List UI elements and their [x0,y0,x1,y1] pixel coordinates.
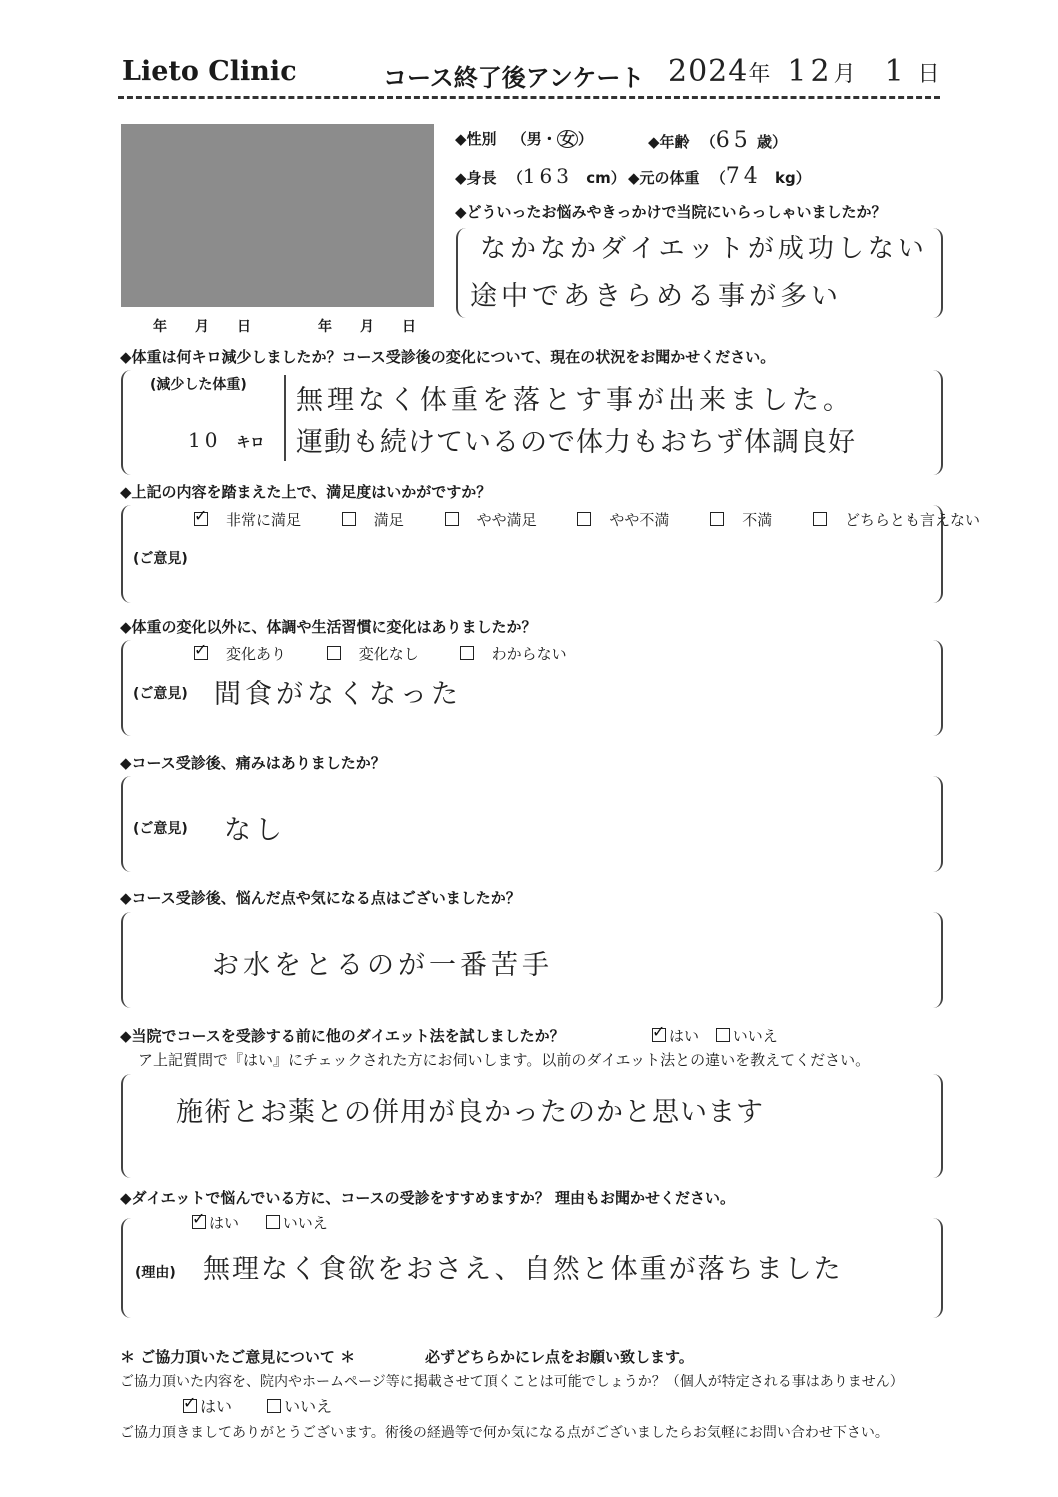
reason-question: ◆どういったお悩みやきっかけで当院にいらっしゃいましたか？ [455,203,887,221]
changes-question: ◆体重の変化以外に、体調や生活習慣に変化はありましたか？ [120,618,537,636]
page-title: コース終了後アンケート [383,64,645,92]
satisfaction-question: ◆上記の内容を踏まえた上で、満足度はいかがですか？ [120,483,492,501]
recommend-question: ◆ダイエットで悩んでいる方に、コースの受診をすすめますか？ 理由もお聞かせください。 [120,1189,735,1207]
date-month-unit: 月 [833,62,856,87]
checkbox[interactable] [342,512,356,526]
worries-bracket-left [121,912,139,1008]
other-diet-bracket-left [121,1074,139,1178]
sex-female-circled: 女 [557,130,578,148]
satisfaction-options [194,509,1016,530]
consent-yes[interactable]: ✓はい [183,1397,232,1416]
satisfaction-option[interactable]: やや不満 [577,511,687,529]
sex-label: ◆性別 [455,130,497,148]
weight-question: ◆体重は何キロ減少しましたか？コース受診後の変化について、現在の状況をお聞かせください。 [120,348,776,366]
checkbox-checked[interactable] [652,1028,666,1042]
reason-answer-line2: 途中であきらめる事が多い [470,281,842,312]
checkbox-checked[interactable] [194,512,208,526]
satisfaction-option[interactable]: 満足 [342,511,422,529]
weight-bracket-right [925,370,943,475]
clinic-logo: Lieto Clinic [122,56,297,87]
date-year-unit: 年 [748,62,771,87]
checkbox[interactable] [716,1028,730,1042]
recommend-reason-label: (理由) [135,1265,176,1281]
height-label: ◆身長 [455,169,497,187]
original-weight-field: ◆元の体重 （74 kg） [628,164,811,189]
age-unit: 歳 [757,133,773,151]
other-diet-question: ◆当院でコースを受診する前に他のダイエット法を試しましたか？ [120,1027,565,1045]
date-year: 2024 [668,54,749,89]
checkbox-checked[interactable] [194,646,208,660]
weight-lost-field [188,428,264,452]
satisfaction-option[interactable]: やや満足 [445,511,555,529]
footer-required-note: 必ずどちらかにレ点をお願い致します。 [425,1348,694,1366]
date-day: 1 [884,54,908,89]
checkbox[interactable] [267,1399,281,1413]
height-unit: cm [586,169,611,187]
satisfaction-option[interactable]: ✓非常に満足 [194,511,319,529]
consent-options [183,1394,332,1417]
age-value: 65 [715,128,752,153]
changes-bracket-right [925,640,943,736]
weight-lost-value: 10 [188,428,222,452]
worries-bracket-right [925,912,943,1008]
recommend-bracket-right [925,1218,943,1318]
consent-question: ご協力頂いた内容を、院内やホームページ等に掲載させて頂くことは可能でしょうか？（個人が特定される事はありません） [120,1374,904,1390]
checkbox-checked[interactable] [183,1399,197,1413]
other-diet-no[interactable]: いいえ [716,1027,778,1045]
date [668,54,940,89]
satisfaction-option[interactable]: 不満 [710,511,790,529]
weight-answer-line1: 無理なく体重を落とす事が出来ました。 [296,385,854,416]
other-diet-options [652,1025,778,1046]
recommend-yes[interactable]: ✓はい [192,1214,239,1232]
weight-divider [284,375,286,461]
pain-bracket-right [925,776,943,872]
pain-question: ◆コース受診後、痛みはありましたか？ [120,754,386,772]
original-weight-value: 74 [725,164,762,189]
changes-option[interactable]: ✓変化あり [194,645,304,663]
checkbox[interactable] [327,646,341,660]
weight-lost-unit: キロ [236,435,265,451]
other-diet-yes[interactable]: ✓ はい [652,1027,699,1045]
footer-heading: ＊ ご協力頂いたご意見について ＊ [120,1348,356,1366]
thanks-note: ご協力頂きましてありがとうございます。術後の経過等で何か気になる点がございましたらお気軽にお問い合わせ下さい。 [120,1425,889,1441]
reason-answer-line1: なかなかダイエットが成功しない [480,234,928,264]
other-diet-answer: 施術とお薬との併用が良かったのかと思います [176,1097,764,1128]
worries-question: ◆コース受診後、悩んだ点や気になる点はございましたか？ [120,889,521,907]
consent-no[interactable]: いいえ [267,1397,332,1416]
recommend-no[interactable]: いいえ [266,1214,328,1232]
photo-date-right: 年 月 日 [318,319,416,335]
changes-option[interactable]: わからない [460,645,585,663]
checkbox[interactable] [813,512,827,526]
changes-comment-label: (ご意見) [133,686,188,702]
changes-option[interactable]: 変化なし [327,645,437,663]
checkbox[interactable] [445,512,459,526]
age-field: ◆年齢 （65 歳） [648,128,788,153]
height-value: 163 [522,164,573,188]
weight-lost-label: (減少した体重) [150,377,247,393]
checkbox[interactable] [710,512,724,526]
header-divider [118,96,940,99]
weight-answer-line2: 運動も続けているので体力もおちず体調良好 [296,427,856,458]
photo-date-left: 年 月 日 [153,319,251,335]
height-field: ◆身長 （163 cm） [455,164,626,188]
sex-male: 男 [526,130,542,148]
checkbox[interactable] [266,1215,280,1229]
pain-comment-label: (ご意見) [133,821,188,837]
satisfaction-comment-label: (ご意見) [133,551,188,567]
changes-answer: 間食がなくなった [214,679,462,710]
weight-unit: kg [775,169,796,187]
changes-options [194,643,603,664]
photo-placeholder [121,124,434,307]
recommend-answer: 無理なく食欲をおさえ、自然と体重が落ちました [203,1254,843,1285]
recommend-options [192,1212,328,1233]
weight-bracket-left [121,370,139,475]
checkbox[interactable] [460,646,474,660]
satisfaction-option[interactable]: どちらとも言えない [813,511,998,529]
worries-answer: お水をとるのが一番苦手 [212,950,553,981]
other-diet-bracket-right [925,1074,943,1178]
pain-answer: なし [224,815,286,846]
other-diet-subquestion: ア上記質問で『はい』にチェックされた方にお伺いします。以前のダイエット法との違いを教えてください。 [138,1051,871,1069]
sex-field: ◆性別 （男・ 女 ） [455,130,593,148]
age-label: ◆年齢 [648,133,690,151]
date-month: 12 [787,54,834,89]
checkbox[interactable] [577,512,591,526]
original-weight-label: ◆元の体重 [628,169,700,187]
date-day-unit: 日 [917,62,940,87]
checkbox-checked[interactable] [192,1215,206,1229]
